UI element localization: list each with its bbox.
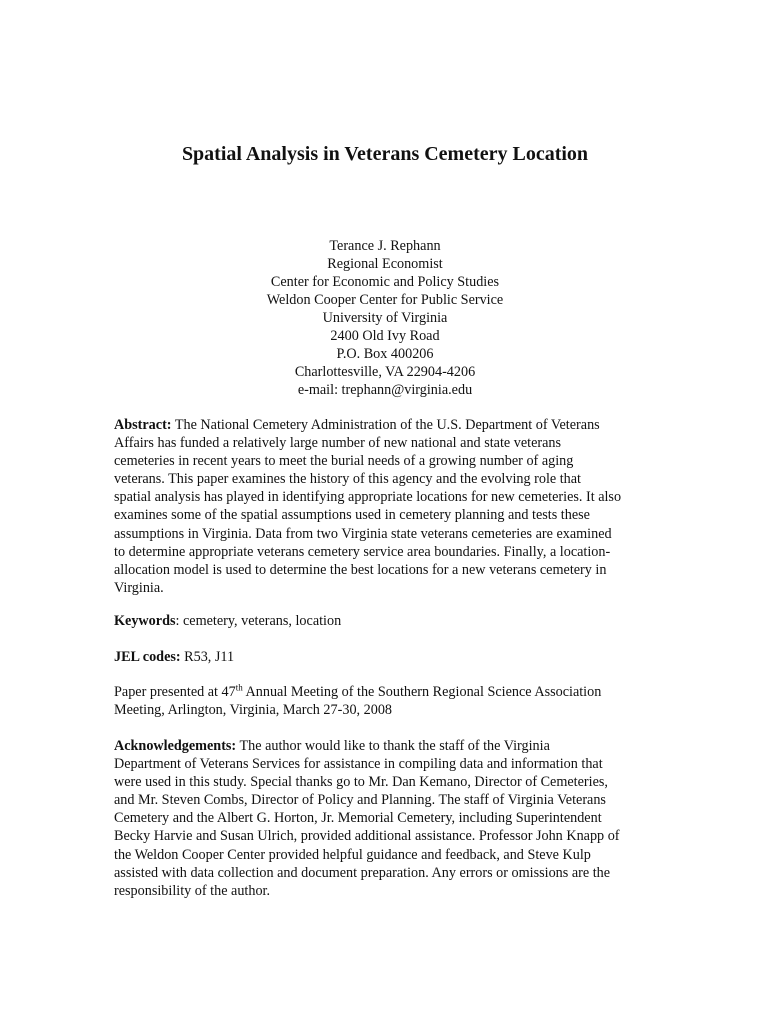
abstract-line: spatial analysis has played in identifying appropriate locations for new cemeteries. It also <box>114 489 622 506</box>
abstract-text: The National Cemetery Administration of the U.S. Department of Veterans <box>171 417 600 433</box>
abstract-line <box>114 416 662 434</box>
paper-title: Spatial Analysis in Veterans Cemetery Location <box>181 143 589 165</box>
ack-line: Becky Harvie and Susan Ulrich, provided additional assistance. Professor John Knapp of <box>114 828 620 845</box>
abstract-line: allocation model is used to determine the best locations for a new veterans cemetery in <box>114 561 607 578</box>
abstract-line: cemeteries in recent years to meet the burial needs of a growing number of aging <box>114 453 574 470</box>
author-email[interactable]: e-mail: trephann@virginia.edu <box>297 382 473 398</box>
jel-label: JEL codes: <box>114 649 181 665</box>
keywords-label: Keywords <box>114 613 176 629</box>
ack-line: Cemetery and the Albert G. Horton, Jr. Memorial Cemetery, including Superintendent <box>114 810 602 827</box>
author-street: 2400 Old Ivy Road <box>330 328 440 344</box>
author-university: University of Virginia <box>322 310 448 326</box>
ack-line <box>114 737 662 755</box>
author-center: Center for Economic and Policy Studies <box>270 274 500 290</box>
ack-line: assisted with data collection and document preparation. Any errors or omissions are the <box>114 864 611 881</box>
abstract-label: Abstract: <box>114 417 172 433</box>
ack-line: were used in this study. Special thanks go to Mr. Dan Kemano, Director of Cemeteries, <box>114 774 608 791</box>
presentation-prefix: Paper presented at 47 <box>114 684 236 700</box>
author-name: Terance J. Rephann <box>329 238 441 254</box>
ack-label: Acknowledgements: <box>114 738 237 754</box>
acknowledgements-section <box>114 737 662 900</box>
jel-line <box>114 648 662 666</box>
abstract-line: veterans. This paper examines the history of this agency and the evolving role that <box>114 471 582 488</box>
presentation-line-2: Meeting, Arlington, Virginia, March 27-30, 2008 <box>114 702 393 719</box>
jel-codes-section <box>114 648 662 666</box>
abstract-line: Affairs has funded a relatively large number of new national and state veterans <box>114 435 562 452</box>
author-block <box>0 237 770 399</box>
ack-text: The author would like to thank the staff of the Virginia <box>236 738 550 754</box>
presentation-line <box>114 683 662 701</box>
presentation-rest: Annual Meeting of the Southern Regional Science Association <box>242 684 602 700</box>
ack-line: responsibility of the author. <box>114 882 271 899</box>
author-po-box: P.O. Box 400206 <box>336 346 434 362</box>
abstract-line: Virginia. <box>114 579 164 596</box>
abstract-line: to determine appropriate veterans cemetery service area boundaries. Finally, a location- <box>114 543 611 560</box>
keywords-section <box>114 612 662 630</box>
ordinal-suffix: th <box>235 682 243 693</box>
jel-text: R53, J11 <box>180 649 235 665</box>
author-institution: Weldon Cooper Center for Public Service <box>266 292 504 308</box>
author-position: Regional Economist <box>327 256 443 272</box>
ack-line: Department of Veterans Services for assistance in compiling data and information that <box>114 756 603 773</box>
author-city: Charlottesville, VA 22904-4206 <box>294 364 476 380</box>
keywords-text: : cemetery, veterans, location <box>175 613 342 629</box>
keywords-line <box>114 612 662 630</box>
abstract-line: assumptions in Virginia. Data from two Virginia state veterans cemeteries are examined <box>114 525 612 542</box>
presentation-note <box>114 683 662 719</box>
abstract-section <box>114 416 662 597</box>
abstract-line: examines some of the spatial assumptions used in cemetery planning and tests these <box>114 507 590 524</box>
ack-line: and Mr. Steven Combs, Director of Policy and Planning. The staff of Virginia Veterans <box>114 792 606 809</box>
ack-line: the Weldon Cooper Center provided helpful guidance and feedback, and Steve Kulp <box>114 846 591 863</box>
